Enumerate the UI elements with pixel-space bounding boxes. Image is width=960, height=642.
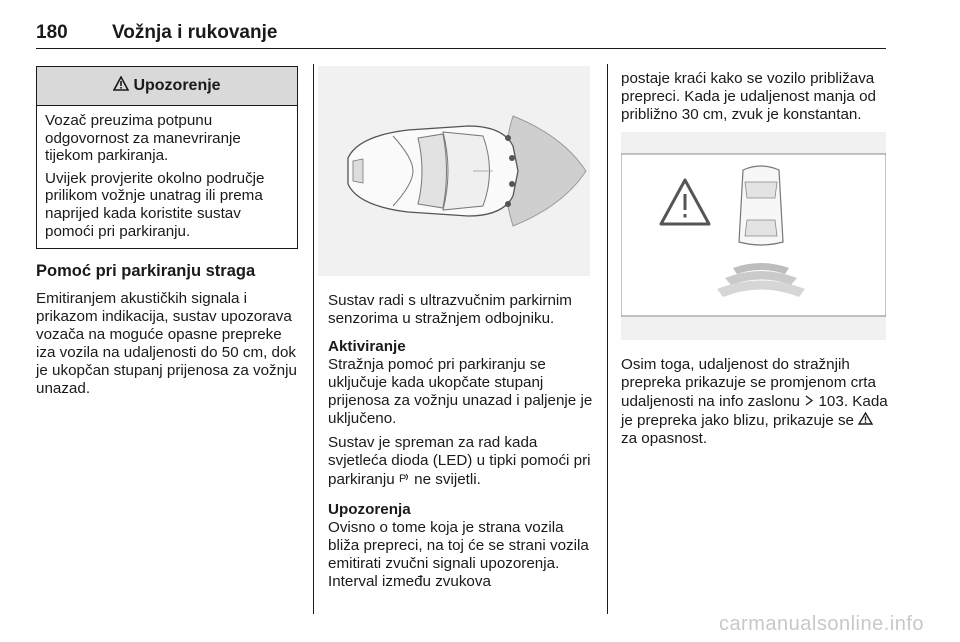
- warning-paragraph: Vozač preuzima potpunu odgovornost za manevriranje tijekom parkiranja.: [45, 112, 241, 165]
- page-reference-arrow-icon: [804, 392, 814, 410]
- continued-paragraph: postaje kraći kako se vozilo približava prepreci. Kada je udaljenost manja od približno 30 cm, zvuk je konstantan.: [621, 70, 876, 123]
- warning-paragraph: Uvijek provjerite okolno područje prilikom vožnje unatrag ili prema naprijed kada koristite sustav pomoći pri parkiranju.: [45, 169, 265, 240]
- parking-assist-icon: [399, 470, 410, 488]
- warning-header: [37, 67, 297, 106]
- column-divider: [607, 64, 608, 614]
- activation-paragraph: Stražnja pomoć pri parkiranju se uključuje kada ukopčate stupanj prijenosa za vožnju unazad i paljenje je uključeno.: [328, 356, 593, 427]
- continued-text-block: [621, 70, 889, 124]
- sensors-text-block: [328, 292, 598, 591]
- page-number: 180: [36, 22, 68, 43]
- rear-parking-paragraph: Emitiranjem akustičkih signala i prikazom indikacija, sustav upozorava vozača na moguće opasne prepreke iza vozila na udaljenosti do 50 cm, dok je ukopčan stupanj prijenosa za vožnju unazad.: [36, 290, 297, 397]
- warning-triangle-icon: [113, 76, 129, 96]
- warnings-heading: Upozorenja: [328, 501, 411, 518]
- car-sensor-illustration: [318, 66, 590, 276]
- rear-parking-section: [36, 262, 301, 398]
- chapter-title: Vožnja i rukovanje: [112, 22, 278, 43]
- warning-triangle-icon: [858, 411, 873, 429]
- watermark: carmanualsonline.info: [718, 613, 924, 635]
- sensors-paragraph: Sustav radi s ultrazvučnim parkirnim senzorima u stražnjem odbojniku.: [328, 292, 572, 327]
- page-header: [36, 22, 886, 49]
- ready-paragraph: [328, 434, 598, 489]
- warning-body: [37, 106, 297, 251]
- activation-heading: Aktiviranje: [328, 338, 406, 355]
- ready-text: Sustav je spreman za rad kada svjetleća dioda (LED) u tipki pomoći pri parkiranju: [328, 434, 591, 488]
- section-heading: Pomoć pri parkiranju straga: [36, 262, 256, 280]
- svg-text:P: P: [398, 473, 407, 484]
- distance-text-end: za opasnost.: [621, 430, 708, 447]
- info-display-illustration: [621, 132, 886, 340]
- distance-text: . Kada je prepreka jako blizu, prikazuje se: [621, 393, 888, 429]
- warning-box: [36, 66, 298, 249]
- ready-text-end: ne svijetli.: [414, 471, 481, 488]
- distance-text-block: [621, 356, 889, 448]
- warnings-paragraph: Ovisno o tome koja je strana vozila bliža prepreci, na toj će se strani vozila emitirati zvučni signali upozorenja. Interval između zvukova: [328, 519, 589, 590]
- distance-paragraph: [621, 356, 889, 448]
- distance-text: Osim toga, udaljenost do stražnjih prepreka prikazuje se promjenom crta udaljenosti na info zaslonu: [621, 356, 876, 410]
- warning-title: Upozorenje: [133, 77, 221, 94]
- page-reference[interactable]: 103: [818, 393, 844, 410]
- column-divider: [313, 64, 314, 614]
